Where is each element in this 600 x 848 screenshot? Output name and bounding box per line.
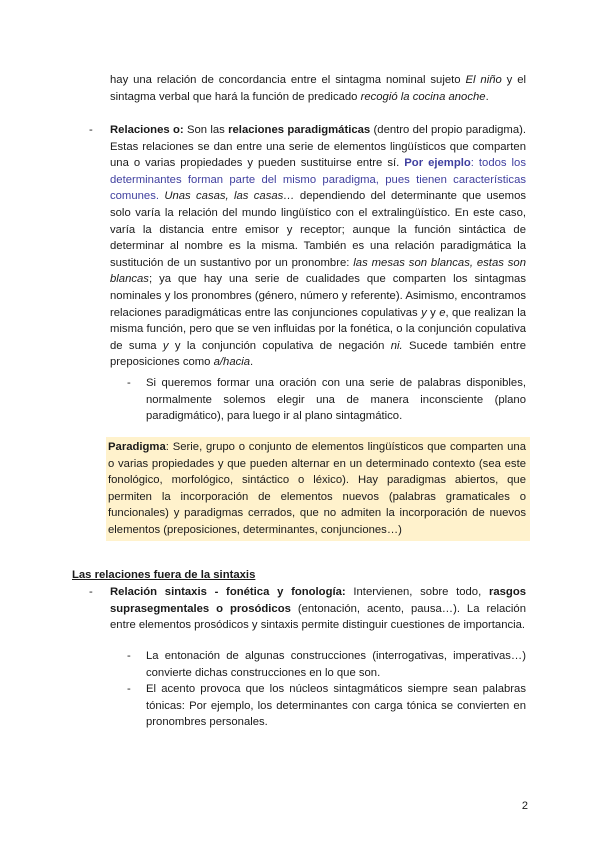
fonetica-text: Intervienen, sobre todo, [345, 586, 489, 598]
fonetica-text: (entonación, acento, pausa…). La relación entre elementos prosódicos y sintaxis permite distinguir cuestiones de importancia. [110, 602, 526, 632]
relaciones-text: , que realizan la misma función, pero que se ven influidas por la fonética, o la conjunción copulativa de suma [110, 306, 526, 352]
sub-bullet-dash: - [127, 683, 131, 695]
relaciones-text: Sucede también entre preposiciones como [110, 339, 527, 369]
relaciones-text: ; ya que hay una serie de cualidades que comparten los sintagmas nominales y los pronombres (género, número y referente). Asimismo, encontramos relaciones paradigmáticas entre las conjunciones copulativas [110, 273, 526, 319]
relaciones-text: Son las [183, 124, 229, 136]
bullet-dash: - [89, 586, 93, 598]
sub-list-item: Si queremos formar una oración con una serie de palabras disponibles, normalmente solemos elegir una de manera inconsciente (plano paradigmático), para luego ir al plano sintagmático. [146, 377, 526, 423]
relaciones-italic: e [439, 306, 446, 319]
fonetica-bold: rasgos suprasegmentales o prosódicos [110, 586, 526, 615]
example-text: : todos los determinantes forman parte del mismo paradigma, pues tienen características comunes. [110, 157, 526, 203]
intro-text-b: y el sintagma verbal que hará la función de predicado [110, 74, 527, 103]
bullet-dash: - [89, 124, 93, 136]
intro-italic-b: recogió la cocina anoche [360, 90, 486, 103]
relaciones-text: dependiendo del determinante que usemos solo varía la relación del mundo lingüístico con el extralingüístico. En este caso, varía la distancia entre emisor y receptor; aunque la función sintáctica de determinar al nombre es la misma. También es una relación paradigmática la sustitución de un sustantivo por un pronombre: [110, 190, 527, 269]
relaciones-italic: a/hacia [213, 356, 251, 369]
relaciones-text: (dentro del propio paradigma). Estas relaciones se dan entre una serie de elementos lingüísticos que comparten una o varias propiedades y pueden sustituirse entre sí. [110, 124, 527, 170]
relaciones-italic: y [162, 339, 169, 352]
definition-box [106, 437, 530, 541]
relaciones-italic: ni. [390, 339, 403, 352]
relaciones-text: y [426, 306, 440, 319]
fonetica-list-item [110, 584, 526, 634]
intro-paragraph [110, 72, 526, 105]
sub-bullet-dash: - [127, 650, 131, 662]
relaciones-italic: las mesas son blancas, estas son blancas [110, 256, 526, 286]
example-heading: Por ejemplo [404, 157, 471, 170]
intro-text-c: . [485, 90, 489, 103]
fonetica-heading: Relación sintaxis - fonética y fonología: [110, 586, 346, 598]
intro-text-a: hay una relación de concordancia entre el sintagma nominal sujeto [110, 74, 466, 86]
definition-term: Paradigma [108, 441, 166, 453]
relaciones-text: . [250, 356, 254, 369]
relaciones-heading: Relaciones o: [110, 124, 184, 136]
definition-text: : Serie, grupo o conjunto de elementos lingüísticos que comparten una o varias propiedades y que pueden alternar en un determinado contexto (sea este fonológico, morfológico, sintáctico o léxico). Hay paradigmas abiertos, que permiten la incorporación de elementos nuevos (palabras gramaticales o funcionales) y paradigmas cerrados, que no admiten la incorporación de nuevos elementos (preposiciones, determinantes, conjunciones…) [108, 441, 526, 536]
relaciones-italic: Unas casas, las casas… [158, 190, 295, 203]
sub-list-item: La entonación de algunas construcciones (interrogativas, imperativas…) convierte dichas construcciones en lo que son. [146, 650, 526, 679]
page-number: 2 [521, 800, 528, 812]
relaciones-text: y la conjunción copulativa de negación [168, 339, 391, 352]
relaciones-italic: y [421, 306, 427, 319]
sub-list-item: El acento provoca que los núcleos sintagmáticos siempre sean palabras tónicas: Por ejemplo, los determinantes con carga tónica se convierten en pronombres personales. [146, 683, 526, 729]
intro-italic-a: El niño [465, 74, 502, 86]
section-heading: Las relaciones fuera de la sintaxis [72, 569, 256, 581]
sub-bullet-dash: - [127, 377, 131, 389]
relaciones-bold: relaciones paradigmáticas [228, 124, 371, 136]
relaciones-list-item [110, 122, 526, 371]
